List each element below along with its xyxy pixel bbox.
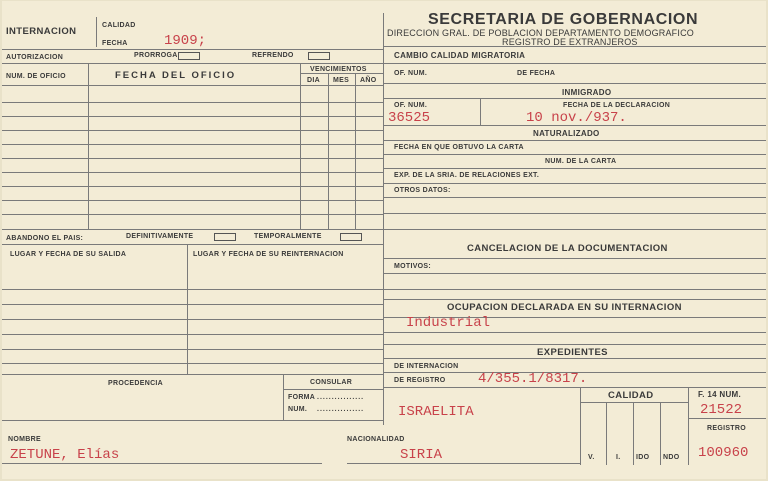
calidad-right [688, 387, 689, 465]
forma-label: FORMA [288, 394, 316, 401]
religion-value: ISRAELITA [398, 404, 474, 420]
col-mes [355, 73, 356, 229]
ano-header: AÑO [360, 77, 377, 84]
f14-rule [688, 418, 766, 419]
of-num-label: OF. NUM. [394, 70, 428, 77]
naturalizado-heading: NATURALIZADO [533, 129, 600, 138]
consular-label: CONSULAR [310, 379, 353, 386]
inmigrado-divider [480, 98, 481, 125]
prorroga-checkbox [178, 52, 200, 60]
autorizacion-label: AUTORIZACION [6, 54, 64, 61]
registro-subtitle: REGISTRO DE EXTRANJEROS [502, 37, 638, 47]
f14-value: 21522 [700, 402, 743, 418]
nombre-underline [2, 463, 322, 464]
center-divider [383, 13, 384, 425]
nacionalidad-label: NACIONALIDAD [347, 436, 405, 443]
secretaria-title: SECRETARIA DE GOBERNACION [428, 11, 699, 28]
fecha-declaracion-value: 10 nov./937. [526, 110, 627, 126]
calidad-col [633, 402, 634, 465]
num-oficio-header: NUM. DE OFICIO [6, 73, 66, 80]
oficio-row [2, 102, 383, 103]
calidad-brace [96, 17, 97, 47]
oficio-grid-bottom [2, 229, 383, 230]
calidad-left [580, 387, 581, 465]
right-rule [383, 63, 766, 64]
right-rule [383, 154, 766, 155]
left-rule-header-bottom [2, 85, 383, 86]
mes-header: MES [333, 77, 350, 84]
registro-label: REGISTRO [707, 425, 746, 432]
ndo-column: NDO [663, 454, 680, 461]
right-rule [383, 332, 766, 333]
internacion-label: INTERNACION [6, 26, 77, 37]
procedencia-label: PROCEDENCIA [108, 380, 164, 387]
direccion-subtitle: DIRECCION GRAL. DE POBLACION DEPARTAMENTO DEMOGRAFICO [387, 28, 694, 38]
right-rule [383, 299, 766, 300]
de-registro-label: DE REGISTRO [394, 377, 446, 384]
cambio-calidad-heading: CAMBIO CALIDAD MIGRATORIA [394, 51, 526, 60]
left-rule-autorizacion [2, 63, 383, 64]
i-column: I. [616, 454, 621, 461]
salida-row [2, 334, 383, 335]
salida-row [2, 319, 383, 320]
oficio-row [2, 130, 383, 131]
fecha-label: FECHA [102, 40, 128, 47]
nacionalidad-underline [347, 463, 580, 464]
ido-column: IDO [636, 454, 650, 461]
f14-label: F. 14 NUM. [698, 390, 742, 399]
right-rule [383, 183, 766, 184]
fecha-oficio-header: FECHA DEL OFICIO [115, 70, 237, 81]
definitivamente-label: DEFINITIVAMENTE [126, 233, 194, 240]
fecha-carta-label: FECHA EN QUE OBTUVO LA CARTA [394, 144, 524, 151]
calidad-col [660, 402, 661, 465]
right-rule [383, 258, 766, 259]
salida-row [2, 349, 383, 350]
oficio-row [2, 214, 383, 215]
lugar-reinternacion-header: LUGAR Y FECHA DE SU REINTERNACION [193, 251, 344, 258]
right-rule [383, 344, 766, 345]
cancelacion-heading: CANCELACION DE LA DOCUMENTACION [467, 243, 668, 254]
calidad-heading: CALIDAD [608, 390, 654, 401]
definitivamente-checkbox [214, 233, 236, 241]
salida-row [2, 363, 383, 364]
vencimientos-rule [300, 73, 383, 74]
temporalmente-label: TEMPORALMENTE [254, 233, 322, 240]
right-rule [383, 98, 766, 99]
registro-value: 100960 [698, 445, 749, 461]
consular-divider [283, 374, 284, 420]
right-rule [383, 168, 766, 169]
procedencia-rule [2, 374, 383, 375]
motivos-label: MOTIVOS: [394, 263, 432, 270]
ocupacion-heading: OCUPACION DECLARADA EN SU INTERNACION [447, 302, 682, 313]
internacion-year-value: 1909; [164, 33, 207, 49]
num-dots: ................ [317, 406, 365, 413]
registro-exp-value: 4/355.1/8317. [478, 371, 588, 387]
right-rule [383, 387, 766, 388]
left-rule-internacion [2, 49, 383, 50]
col-num-oficio [88, 63, 89, 229]
num-carta-label: NUM. DE LA CARTA [545, 158, 617, 165]
oficio-row [2, 158, 383, 159]
calidad-label: CALIDAD [102, 22, 136, 29]
num-label: NUM. [288, 406, 308, 413]
de-fecha-label: DE FECHA [517, 70, 556, 77]
oficio-row [2, 116, 383, 117]
oficio-row [2, 186, 383, 187]
oficio-row [2, 172, 383, 173]
forma-dots: ................ [317, 394, 365, 401]
salida-row [2, 289, 383, 290]
right-rule [383, 197, 766, 198]
nombre-label: NOMBRE [8, 436, 41, 443]
exp-sria-label: EXP. DE LA SRIA. DE RELACIONES EXT. [394, 172, 540, 179]
nacionalidad-value: SIRIA [400, 447, 443, 463]
oficio-row [2, 200, 383, 201]
right-rule [383, 273, 766, 274]
salida-divider [187, 244, 188, 374]
refrendo-label: REFRENDO [252, 52, 294, 59]
lugar-salida-header: LUGAR Y FECHA DE SU SALIDA [10, 251, 127, 258]
procedencia-bottom [2, 420, 383, 421]
calidad-rule [580, 402, 688, 403]
prorroga-label: PRORROGA [134, 52, 178, 59]
temporalmente-checkbox [340, 233, 362, 241]
col-fecha-oficio [300, 63, 301, 229]
right-rule [383, 140, 766, 141]
of-num-value: 36525 [388, 110, 431, 126]
right-rule [383, 83, 766, 84]
fecha-declaracion-label: FECHA DE LA DECLARACION [563, 102, 671, 109]
calidad-col [606, 402, 607, 465]
right-rule [383, 358, 766, 359]
ocupacion-value: Industrial [406, 315, 491, 331]
of-num-label-2: OF. NUM. [394, 102, 428, 109]
expedientes-heading: EXPEDIENTES [537, 347, 608, 358]
salida-row [2, 304, 383, 305]
de-internacion-label: DE INTERNACION [394, 363, 459, 370]
consular-rule [283, 389, 383, 390]
right-rule [383, 289, 766, 290]
oficio-row [2, 144, 383, 145]
col-dia [328, 73, 329, 229]
immigration-registration-card [2, 1, 766, 479]
inmigrado-heading: INMIGRADO [562, 88, 612, 97]
nombre-value: ZETUNE, Elías [10, 447, 120, 463]
abandono-rule [2, 244, 383, 245]
vencimientos-header: VENCIMIENTOS [310, 66, 367, 73]
right-rule [383, 229, 766, 230]
refrendo-checkbox [308, 52, 330, 60]
dia-header: DIA [307, 77, 320, 84]
right-rule [383, 213, 766, 214]
otros-datos-label: OTROS DATOS: [394, 187, 451, 194]
abandono-label: ABANDONO EL PAIS: [6, 235, 84, 242]
v-column: V. [588, 454, 595, 461]
